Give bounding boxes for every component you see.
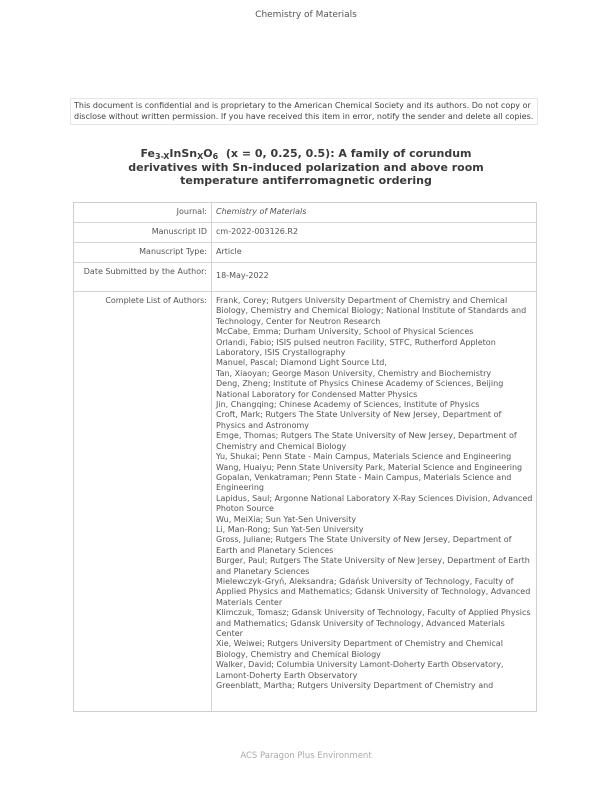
manuscript-id-row (74, 223, 536, 243)
journal-row (74, 203, 536, 223)
date-submitted-value: 18-May-2022 (216, 271, 269, 280)
author-entry: Wu, MeiXia; Sun Yat-Sen University (216, 514, 357, 524)
manuscript-type-label: Manuscript Type: (74, 243, 212, 262)
manuscript-id-label: Manuscript ID (74, 223, 212, 242)
title-formula-o: O (203, 147, 213, 160)
author-entry: Xie, Weiwei; Rutgers University Department of Chemistry and Chemical Biology, Chemistry and Chemical Biology (216, 639, 503, 659)
author-entry: Yu, Shukai; Penn State - Main Campus, Materials Science and Engineering (216, 452, 512, 462)
author-entry: Burger, Paul; Rutgers The State University of New Jersey, Department of Earth and Planetary Sciences (216, 556, 530, 576)
manuscript-type-value: Article (216, 247, 242, 256)
journal-label: Journal: (74, 203, 212, 222)
manuscript-metadata-table (73, 202, 537, 712)
author-entry: Deng, Zheng; Institute of Physics Chinese Academy of Sciences, Beijing National Laboratory for Condensed Matter Physics (216, 379, 504, 399)
page-footer: ACS Paragon Plus Environment (240, 751, 372, 761)
title-formula-sub1: 3-X (155, 152, 170, 161)
author-entry: Li, Man-Rong; Sun Yat-Sen University (216, 524, 364, 534)
author-entry: Emge, Thomas; Rutgers The State University of New Jersey, Department of Chemistry and Chemical Biology (216, 431, 517, 451)
manuscript-title (110, 147, 502, 188)
journal-value: Chemistry of Materials (216, 207, 307, 216)
author-entry: Klimczuk, Tomasz; Gdansk University of Technology, Faculty of Applied Physics and Mathematics; Gdansk University of Technology, Advanced Materials Center (216, 608, 531, 638)
author-entry: Orlandi, Fabio; ISIS pulsed neutron Facility, STFC, Rutherford Appleton Laboratory, ISIS Crystallography (216, 337, 496, 358)
author-entry: Croft, Mark; Rutgers The State University of New Jersey, Department of Physics and Astronomy (216, 410, 502, 430)
title-line1-rest: (x = 0, 0.25, 0.5): A family of corundum (218, 147, 472, 160)
author-entry: Wang, Huaiyu; Penn State University Park, Material Science and Engineering (216, 462, 523, 472)
manuscript-id-value: cm-2022-003126.R2 (216, 227, 299, 236)
date-submitted-row (74, 263, 536, 292)
author-entry: Gross, Juliane; Rutgers The State University of New Jersey, Department of Earth and Planetary Sciences (216, 535, 512, 555)
author-entry: Mielewczyk-Gryń, Aleksandra; Gdańsk University of Technology, Faculty of Applied Physics and Mathematics; Gdansk University of Technology, Advanced Materials Center (216, 576, 531, 607)
author-entry: Gopalan, Venkatraman; Penn State - Main Campus, Materials Science and Engineering (216, 472, 512, 493)
title-formula-fe: Fe (140, 147, 156, 160)
author-entry: Walker, David; Columbia University Lamont-Doherty Earth Observatory, Lamont-Doherty Earth Observatory (216, 660, 504, 680)
date-submitted-label: Date Submitted by the Author: (74, 263, 212, 291)
authors-list (212, 292, 536, 712)
title-formula-sub2: X (197, 152, 204, 161)
author-entry: Manuel, Pascal; Diamond Light Source Ltd, (216, 358, 387, 368)
title-line3: temperature antiferromagnetic ordering (180, 174, 432, 187)
author-entry: Frank, Corey; Rutgers University Department of Chemistry and Chemical Biology, Chemistry and Chemical Biology; National Institute of Standards and Technology, Center for Neutron Research (216, 296, 527, 326)
author-entry: McCabe, Emma; Durham University, School of Physical Sciences (216, 327, 474, 337)
author-entry: Jin, Changqing; Chinese Academy of Sciences, Institute of Physics (216, 400, 480, 410)
author-entry: Greenblatt, Martha; Rutgers University Department of Chemistry and (216, 681, 494, 691)
title-line2: derivatives with Sn-induced polarization and above room (128, 160, 484, 174)
authors-label: Complete List of Authors: (74, 292, 212, 712)
manuscript-type-row (74, 243, 536, 263)
confidentiality-notice: This document is confidential and is proprietary to the American Chemical Society and its authors. Do not copy or disclose without written permission. If you have received this item in error, notify the sender and delete all copies. (70, 98, 538, 125)
title-formula-sub3: 6 (212, 152, 219, 161)
authors-row (74, 292, 536, 712)
title-formula-insn: InSn (169, 147, 198, 160)
author-entry: Lapidus, Saul; Argonne National Laboratory X-Ray Sciences Division, Advanced Photon Source (216, 493, 533, 514)
running-head: Chemistry of Materials (255, 10, 357, 20)
author-entry: Tan, Xiaoyan; George Mason University, Chemistry and Biochemistry (216, 368, 492, 378)
